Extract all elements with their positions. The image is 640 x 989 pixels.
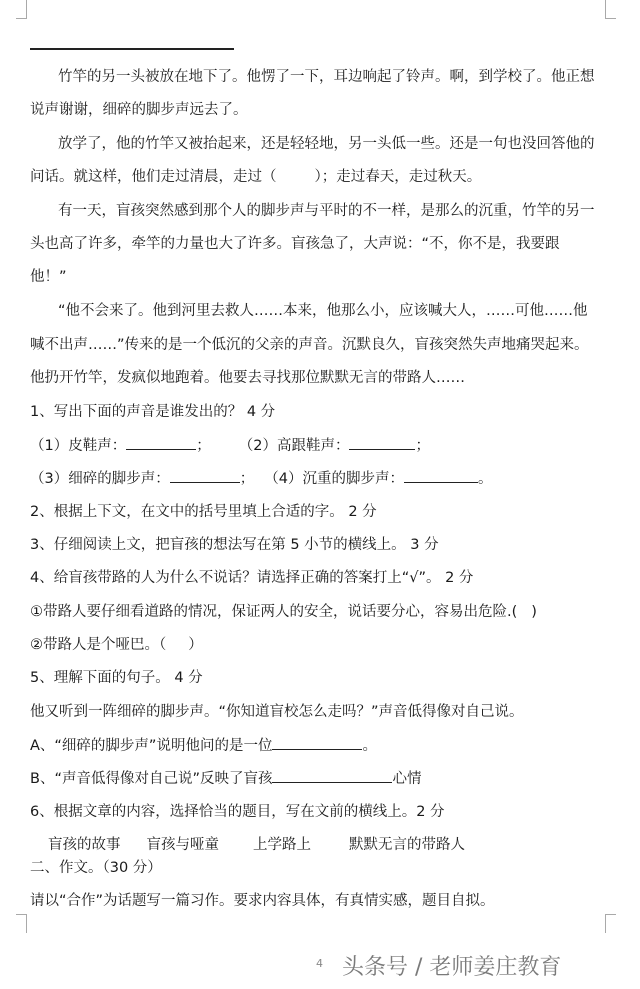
answer-blank[interactable] (126, 435, 196, 450)
answer-blank[interactable] (170, 468, 240, 483)
q1-a-label: （1）皮鞋声： (30, 438, 127, 454)
question-1-row-1 (30, 435, 430, 456)
question-4-option-1 (30, 602, 537, 622)
paragraph-line: 他扔开竹竿，发疯似地跑着。他要去寻找那位默默无言的带路人…… (30, 370, 465, 386)
punct: ； (239, 471, 255, 487)
title-option[interactable]: 上学路上 (253, 837, 311, 853)
question-5-b (30, 768, 421, 789)
question-5-a (30, 735, 377, 756)
q1-d-label: （4）沉重的脚步声： (264, 471, 404, 487)
question-6-options (48, 835, 465, 855)
punct: ） (188, 637, 203, 653)
crop-mark-bottom-right (605, 914, 616, 933)
q5-a-label: A、“细碎的脚步声”说明他问的是一位 (30, 738, 273, 754)
paragraph-line: 他！” (30, 269, 67, 285)
paragraph-line: 说声谢谢，细碎的脚步声远去了。 (30, 102, 248, 118)
crop-mark-bottom-left (16, 914, 27, 933)
punct: ； (415, 438, 430, 454)
title-answer-line (30, 48, 234, 50)
answer-blank[interactable] (349, 435, 415, 450)
paragraph-line: 头也高了许多，牵竿的力量也大了许多。盲孩急了，大声说：“不，你不是，我要跟 (30, 236, 560, 252)
paragraph-text: 问话。就这样，他们走过清晨，走过（ (30, 169, 277, 185)
q1-b-label: （2）高跟鞋声： (238, 438, 350, 454)
paragraph-text: ）；走过春天，走过秋天。 (314, 169, 482, 185)
q1-c-label: （3）细碎的脚步声： (30, 471, 170, 487)
answer-blank[interactable] (272, 735, 362, 750)
crop-mark-top-right (605, 0, 616, 19)
paragraph-line: 放学了，他的竹竿又被抬起来，还是轻轻地，另一头低一些。还是一句也没回答他的 (58, 136, 595, 152)
question-6: 6、根据文章的内容，选择恰当的题目，写在文前的横线上。2 分 (30, 804, 445, 820)
question-2: 2、根据上下文，在文中的括号里填上合适的字。 2 分 (30, 504, 377, 520)
question-5-sentence: 他又听到一阵细碎的脚步声。“你知道盲校怎么走吗？”声音低得像对自己说。 (30, 704, 524, 720)
question-4-option-2 (30, 635, 203, 655)
punct: ； (196, 438, 211, 454)
watermark: 头条号 / 老师姜庄教育 (342, 955, 562, 980)
option-text: ②带路人是个哑巴。（ (30, 637, 167, 653)
question-5: 5、理解下面的句子。 4 分 (30, 670, 203, 686)
q5-b-label: B、“声音低得像对自己说”反映了盲孩 (30, 771, 273, 787)
punct: 。 (362, 738, 377, 754)
title-option[interactable]: 盲孩与哑童 (146, 837, 219, 853)
question-1: 1、写出下面的声音是谁发出的？ 4 分 (30, 404, 276, 420)
page-number: 4 (316, 957, 323, 970)
question-3: 3、仔细阅读上文，把盲孩的想法写在第 5 小节的横线上。 3 分 (30, 537, 439, 553)
paragraph-line-with-blank (30, 167, 481, 187)
punct: ) (531, 604, 537, 620)
crop-mark-top-left (16, 0, 27, 19)
question-1-row-2 (30, 468, 492, 489)
title-option[interactable]: 默默无言的带路人 (349, 837, 465, 853)
composition-prompt: 请以“合作”为话题写一篇习作。要求内容具体，有真情实感，题目自拟。 (30, 893, 495, 909)
paragraph-line: “他不会来了。他到河里去救人……本来，他那么小，应该喊大人，……可他……他 (58, 303, 588, 319)
punct: 心情 (392, 771, 422, 787)
paragraph-line: 有一天，盲孩突然感到那个人的脚步声与平时的不一样，是那么的沉重，竹竿的另一 (58, 203, 595, 219)
question-4: 4、给盲孩带路的人为什么不说话？请选择正确的答案打上“√”。 2 分 (30, 570, 474, 586)
answer-blank[interactable] (404, 468, 478, 483)
punct: 。 (477, 471, 493, 487)
composition-heading: 二、作文。（30 分） (30, 860, 162, 876)
answer-blank[interactable] (272, 768, 392, 783)
paragraph-line: 喊不出声……”传来的是一个低沉的父亲的声音。沉默良久，盲孩突然失声地痛哭起来。 (30, 337, 589, 353)
title-option[interactable]: 盲孩的故事 (48, 837, 121, 853)
option-text: ①带路人要仔细看道路的情况，保证两人的安全，说话要分心，容易出危险.( (30, 604, 518, 620)
paragraph-line: 竹竿的另一头被放在地下了。他愣了一下，耳边响起了铃声。啊，到学校了。他正想 (58, 69, 595, 85)
